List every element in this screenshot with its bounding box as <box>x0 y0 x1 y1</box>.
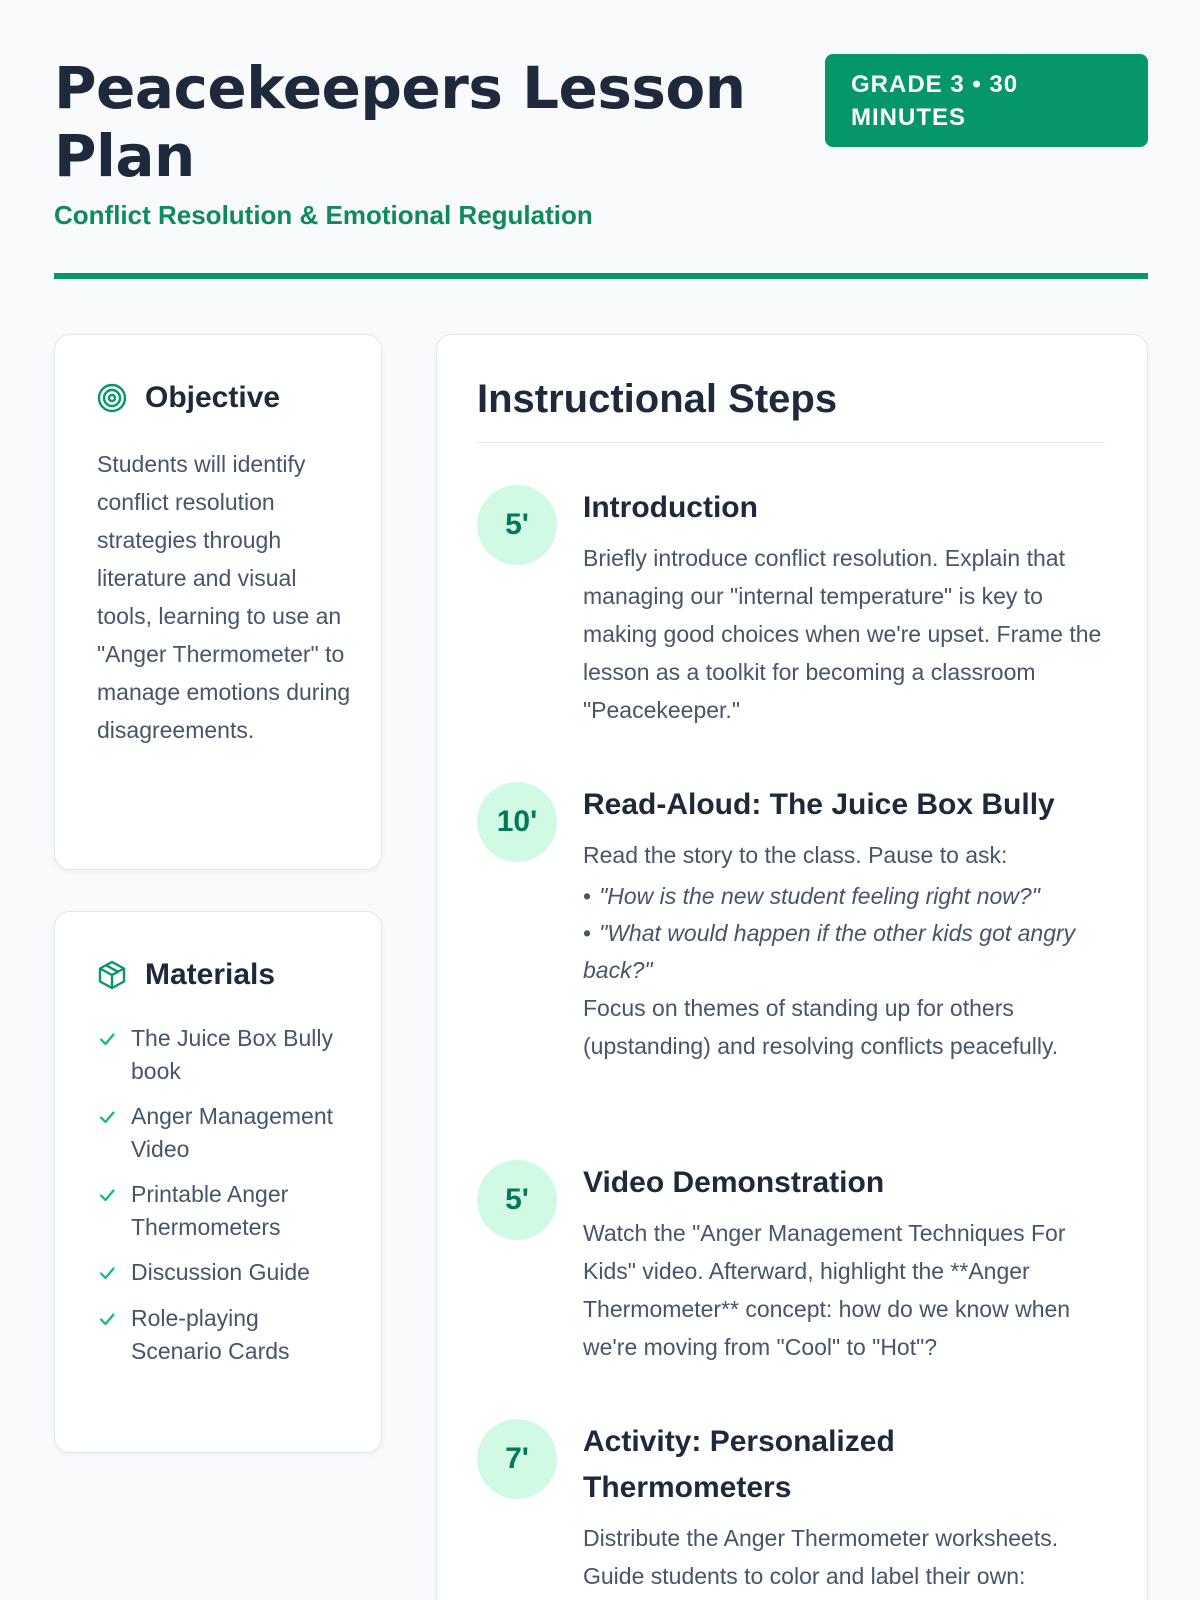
step-title: Introduction <box>583 491 758 524</box>
material-label: The Juice Box Bully book <box>131 1025 333 1084</box>
page-header <box>54 54 1148 280</box>
page-subtitle: Conflict Resolution & Emotional Regulation <box>54 200 593 230</box>
step-duration-badge: 7' <box>477 1419 557 1499</box>
step-text: Distribute the Anger Thermometer worksheets. Guide students to color and label their own: <box>583 1525 1059 1589</box>
objective-text: Students will identify conflict resolution strategies through literature and visual tools, learning to use an "Anger Thermometer" to manage emotions during disagreements. <box>97 451 351 743</box>
material-label: Role-playing Scenario Cards <box>131 1305 290 1364</box>
page-title: Peacekeepers Lesson Plan <box>54 54 746 190</box>
list-item <box>97 1100 347 1166</box>
step-body <box>583 1419 1107 1595</box>
list-item: • "What would happen if the other kids got angry back?" <box>583 915 1107 989</box>
check-icon <box>97 1022 121 1056</box>
objective-card <box>54 334 382 870</box>
step-title: Read-Aloud: The Juice Box Bully <box>583 788 1055 821</box>
step-title: Activity: Personalized Thermometers <box>583 1425 895 1504</box>
list-item <box>97 1256 347 1290</box>
objective-header <box>97 381 280 415</box>
header-divider <box>54 273 1148 279</box>
check-icon <box>97 1100 121 1134</box>
target-icon <box>97 383 127 413</box>
material-label: Discussion Guide <box>131 1259 310 1285</box>
step-text-after: Focus on themes of standing up for others (upstanding) and resolving conflicts peacefully. <box>583 995 1059 1059</box>
list-item <box>97 1302 347 1368</box>
list-item: • "How is the new student feeling right now?" <box>583 878 1107 915</box>
list-item <box>97 1022 347 1088</box>
check-icon <box>97 1256 121 1290</box>
materials-list <box>97 1022 347 1380</box>
discussion-questions <box>583 878 1107 989</box>
materials-header <box>97 958 275 992</box>
steps-heading: Instructional Steps <box>477 377 838 421</box>
steps-divider <box>477 442 1105 443</box>
step-duration-badge: 5' <box>477 485 557 565</box>
check-icon <box>97 1302 121 1336</box>
materials-card <box>54 911 382 1453</box>
check-icon <box>97 1178 121 1212</box>
step-text: Watch the "Anger Management Techniques For Kids" video. Afterward, highlight the **Anger Thermometer** concept: how do we know when we're moving from "Cool" to "Hot"? <box>583 1220 1071 1360</box>
objective-heading: Objective <box>145 381 281 414</box>
box-icon <box>97 960 127 990</box>
material-label: Printable Anger Thermometers <box>131 1181 289 1240</box>
step-duration-badge: 10' <box>477 782 557 862</box>
step-text: Briefly introduce conflict resolution. Explain that managing our "internal temperature" is key to making good choices when we're upset. Frame the lesson as a toolkit for becoming a classroom "Peacekeeper." <box>583 545 1102 723</box>
step-body <box>583 782 1107 1065</box>
materials-heading: Materials <box>145 958 276 991</box>
step-duration-badge: 5' <box>477 1160 557 1240</box>
material-label: Anger Management Video <box>131 1103 334 1162</box>
step-text: Read the story to the class. Pause to ask: <box>583 842 1008 868</box>
instructional-steps-card <box>436 334 1148 1600</box>
list-item <box>97 1178 347 1244</box>
step-title: Video Demonstration <box>583 1166 885 1199</box>
step-body <box>583 1160 1107 1366</box>
grade-duration-badge: GRADE 3 • 30 MINUTES <box>825 54 1148 147</box>
step-body <box>583 485 1107 729</box>
